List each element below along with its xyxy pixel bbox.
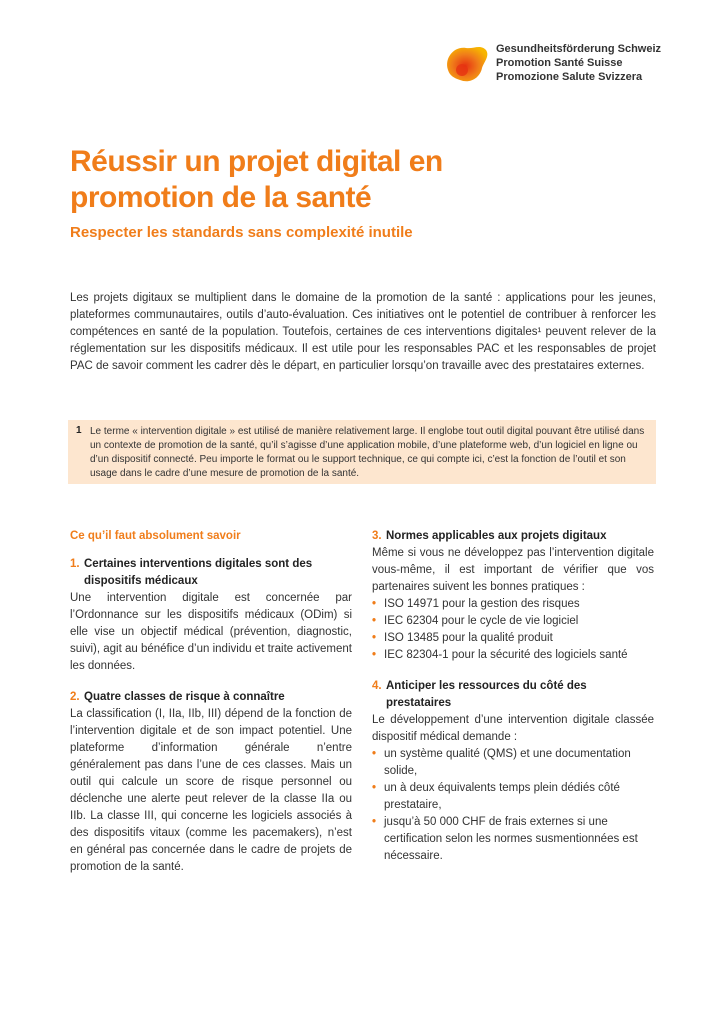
section-2-title: [70, 689, 352, 706]
bullet-icon: •: [372, 632, 377, 644]
section-1-body: Une intervention digitale est concernée par l’Ordonnance sur les dispositifs médicaux (ODim) si elle vise un objectif médical (prévention, diagnostic, suivi), agit au bénéfice d’un individu et traite activement les données.: [70, 592, 352, 672]
bullet-icon: •: [372, 782, 377, 794]
section-4-number: 4.: [372, 680, 382, 692]
bullet-icon: •: [372, 816, 377, 828]
page-title-line-2: promotion de la santé: [70, 181, 372, 214]
intro-paragraph: Les projets digitaux se multiplient dans le domaine de la promotion de la santé : applications pour les jeunes, plateformes communautaires, outils d’auto-évaluation. Ces initiatives ont le potentiel de contribuer à renforcer les compétences en santé de la population. Toutefois, certaines de ces interventions digitales¹ peuvent relever de la réglementation sur les dispositifs médicaux. Il est utile pour les responsables PAC et les responsables de projet PAC de savoir comment les cadrer dès le départ, en particulier lorsqu’on travaille avec des prestataires externes.: [70, 292, 656, 372]
section-2-body: La classification (I, IIa, IIb, III) dépend de la fonction de l’intervention digitale et de son impact potentiel. Une plateforme d’information générale n’entre généralement pas dans l’une de ces classes. Mais un outil qui calcule un score de risque personnel ou déclenche une alerte peut relever de la classe IIa ou IIb. La classe III, qui concerne les logiciels associés à des dispositifs vitaux (comme les pacemakers), n’est en général pas concernée dans le cadre de projets de promotion de la santé.: [70, 708, 352, 873]
list-item: • IEC 62304 pour le cycle de vie logiciel: [372, 613, 654, 630]
logo: [440, 40, 670, 90]
footnote-number: 1: [76, 425, 82, 436]
section-3-list: [372, 596, 654, 664]
list-item: • ISO 13485 pour la qualité produit: [372, 630, 654, 647]
section-4-title-text: Anticiper les ressources du côté des prestataires: [386, 680, 587, 709]
section-3-title-text: Normes applicables aux projets digitaux: [386, 530, 607, 542]
list-item: • un à deux équivalents temps plein dédiés côté prestataire,: [372, 782, 620, 811]
section-4-list: [372, 746, 654, 865]
footnote-text: Le terme « intervention digitale » est utilisé de manière relativement large. Il englobe tout outil digital pouvant être utilisé dans un contexte de promotion de la santé, qu’il s’agisse d’une application mobile, d’une plateforme web, d’un logiciel en ligne ou d’un dispositif connecté. Peu importe le format ou le support technique, ce qui compte ici, c’est la fonction de l’outil et son usage dans le cadre d’une mesure de promotion de la santé.: [90, 426, 645, 479]
logo-line-fr: Promotion Santé Suisse: [496, 57, 623, 69]
section-2-number: 2.: [70, 691, 80, 703]
bullet-icon: •: [372, 598, 377, 610]
section-1-number: 1.: [70, 558, 80, 570]
section-4-body: Le développement d’une intervention digitale classée dispositif médical demande :: [372, 714, 654, 743]
logo-line-it: Promozione Salute Svizzera: [496, 71, 643, 83]
section-1-title: [70, 556, 352, 590]
section-heading: Ce qu’il faut absolument savoir: [70, 530, 241, 542]
bullet-icon: •: [372, 748, 377, 760]
section-4-title: [372, 678, 654, 712]
section-3-title: [372, 528, 654, 545]
page-title: [70, 144, 670, 216]
list-item: • ISO 14971 pour la gestion des risques: [372, 596, 654, 613]
bullet-icon: •: [372, 615, 377, 627]
section-3-body: Même si vous ne développez pas l’intervention digitale vous-même, il est important de vérifier que vos partenaires suivent les bonnes pratiques :: [372, 547, 654, 593]
left-column: [70, 528, 352, 890]
page-title-line-1: Réussir un projet digital en: [70, 145, 443, 178]
bullet-icon: •: [372, 649, 377, 661]
list-item: • un système qualité (QMS) et une documentation solide,: [372, 748, 631, 777]
page-subtitle: Respecter les standards sans complexité inutile: [70, 224, 413, 241]
section-1-title-text: Certaines interventions digitales sont des dispositifs médicaux: [84, 558, 313, 587]
logo-line-de: Gesundheitsförderung Schweiz: [496, 43, 662, 55]
section-3-number: 3.: [372, 530, 382, 542]
footnote-box: [68, 420, 656, 484]
right-column: [372, 528, 654, 879]
logo-text: [496, 42, 661, 84]
logo-mark-icon: [440, 40, 492, 86]
list-item: • IEC 82304-1 pour la sécurité des logiciels santé: [372, 647, 654, 664]
list-item: • jusqu’à 50 000 CHF de frais externes si une certification selon les normes susmentionnées est nécessaire.: [372, 816, 638, 862]
section-2-title-text: Quatre classes de risque à connaître: [84, 691, 285, 703]
